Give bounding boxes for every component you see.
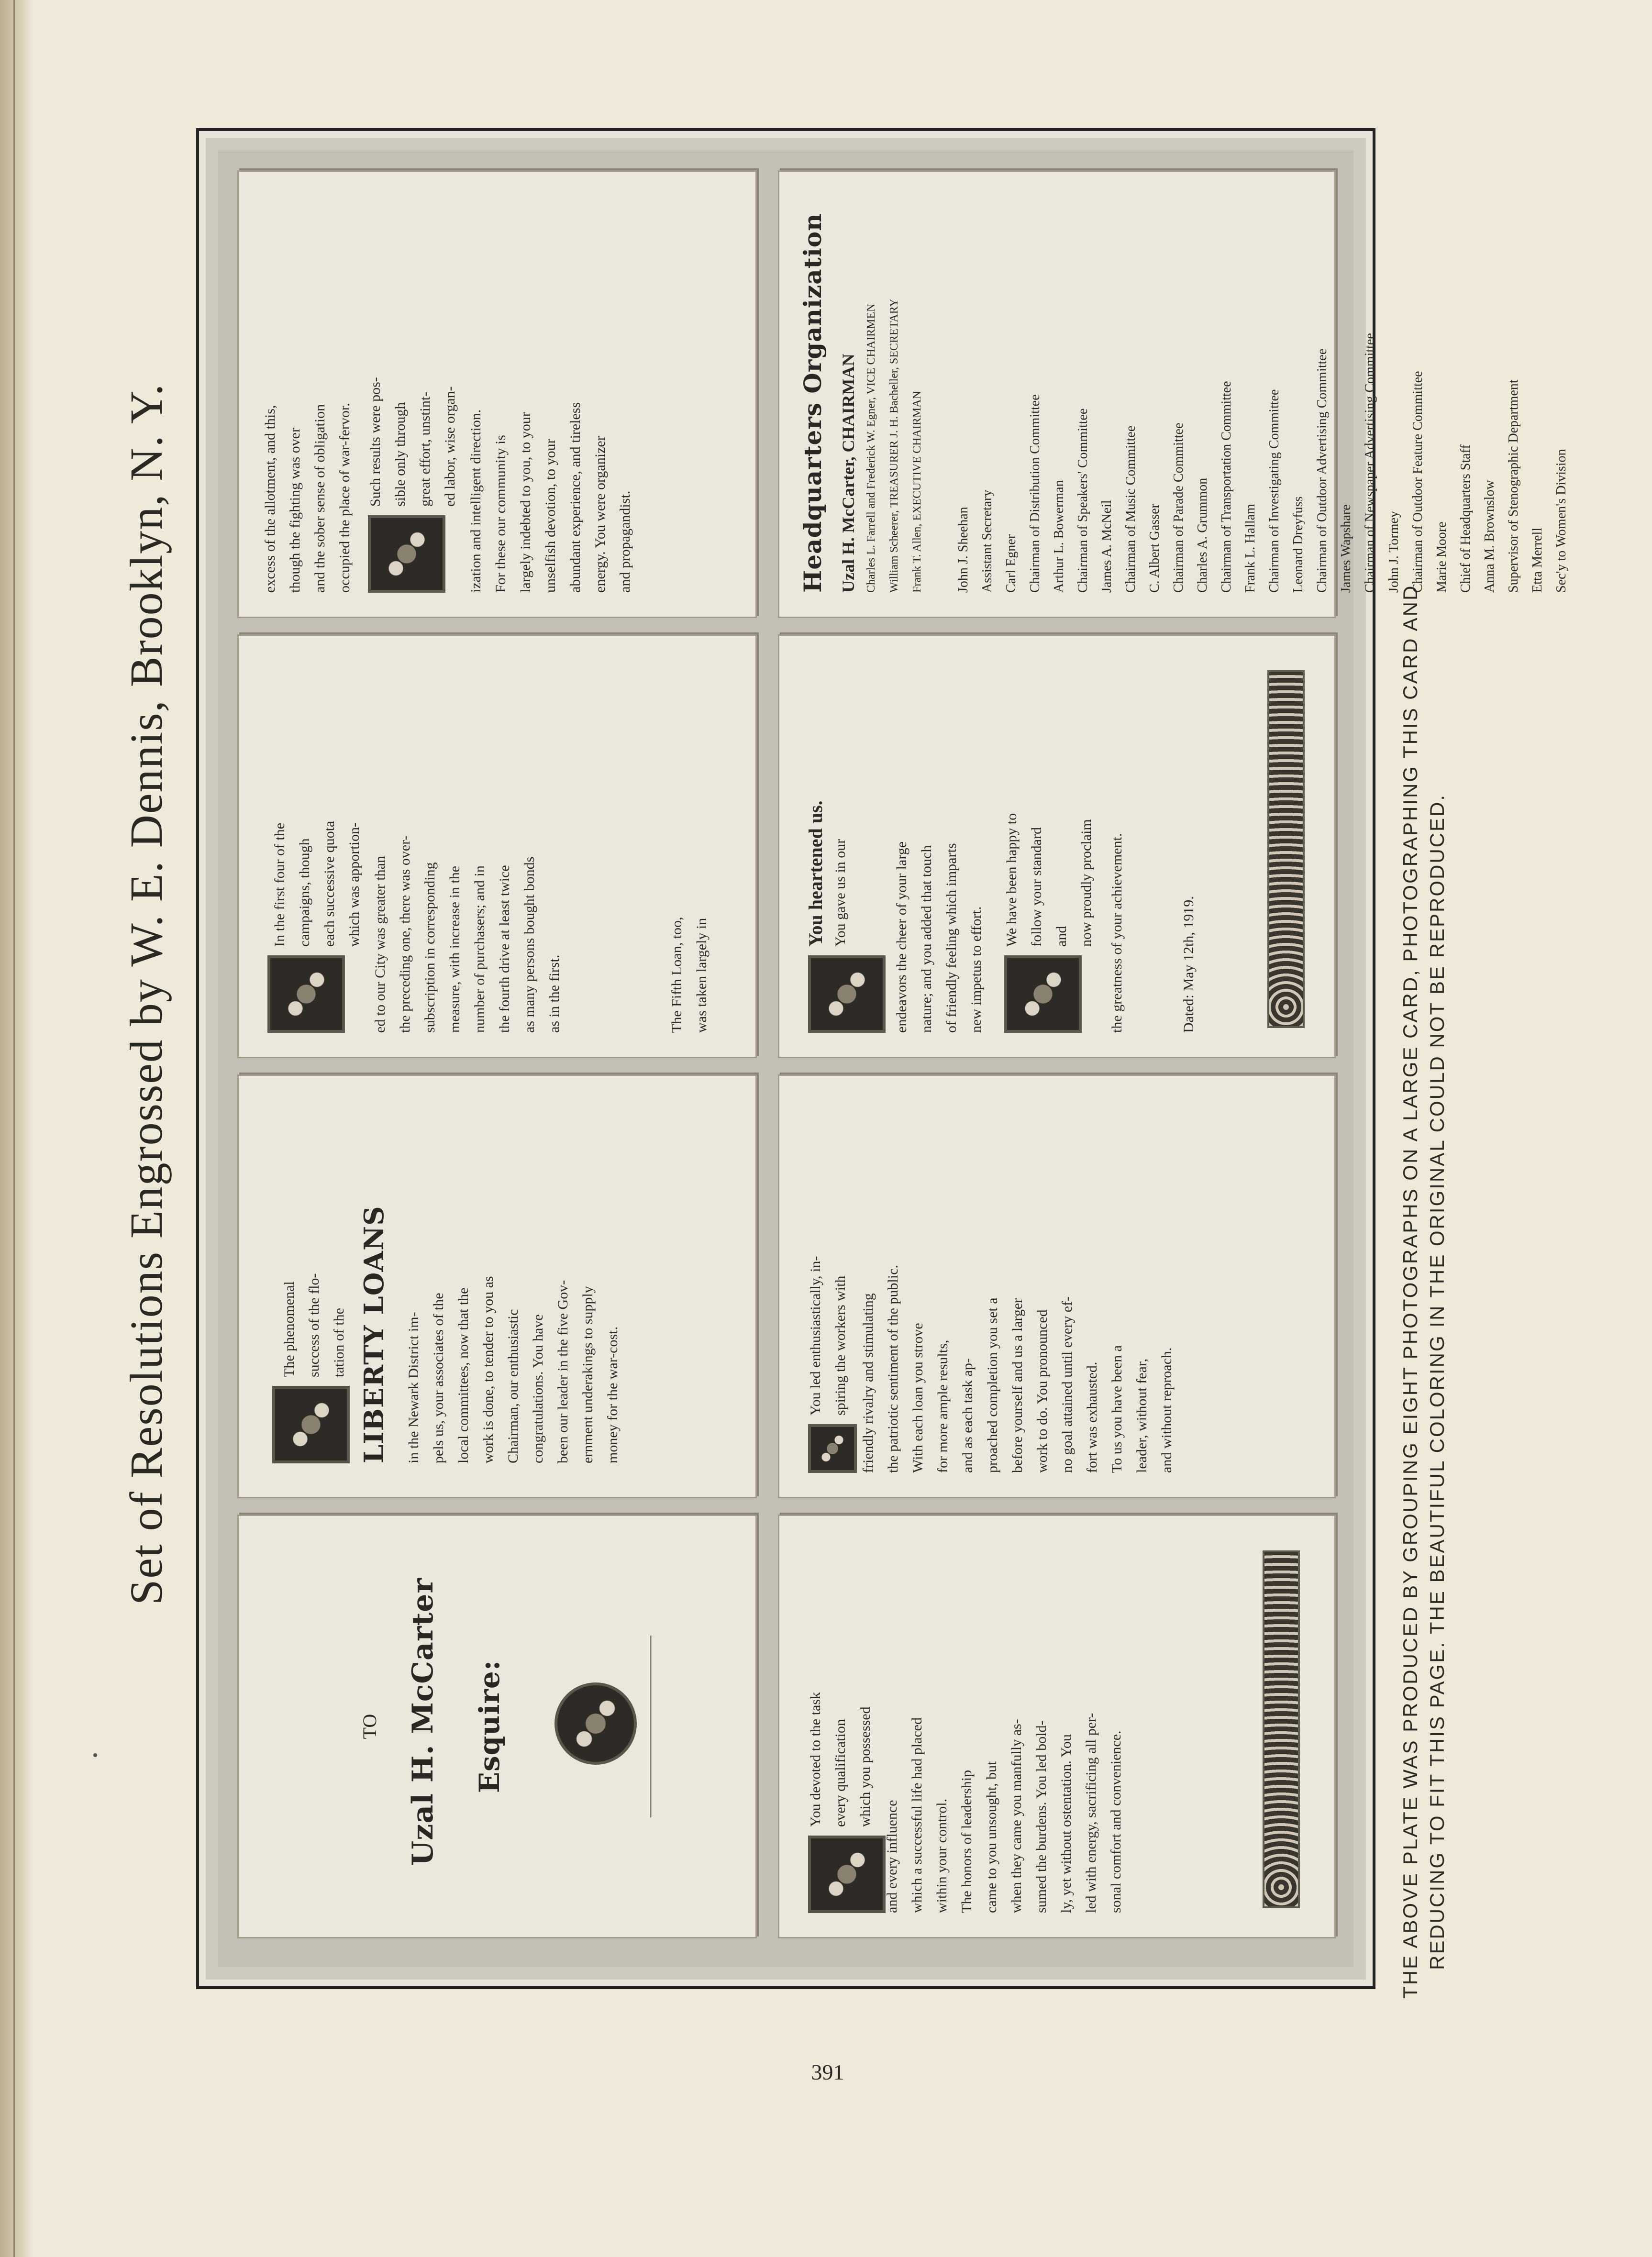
card-results [237,170,757,618]
card7-mid [999,655,1099,947]
card5-line: The honors of leadership [959,1770,975,1913]
card2-line: Chairman, our enthusiastic [505,1309,521,1463]
card5-line: within your control. [934,1798,950,1913]
card7-line: nature; and you added that touch [919,845,934,1033]
card3-line: the preceding one, there was over- [397,835,413,1033]
card6-line: before yourself and us a larger [1009,1298,1025,1473]
card2-line: congratulations. You have [530,1314,546,1463]
roster-name: Marie Moore [1434,521,1449,593]
card5-line: You devoted to the task [808,1692,823,1827]
roster-name: Arthur L. Bowerman [1052,480,1066,593]
card6-line: work to do. You pronounced [1034,1309,1050,1473]
card6-line: friendly rivalry and stimulating [860,1293,876,1473]
roster-name: Carl Egner [1004,534,1019,593]
card6-line: and without reproach. [1159,1347,1175,1473]
card7-body [889,655,989,1033]
card5-line: came to you unsought, but [984,1761,999,1913]
card1-emblem [554,1682,637,1765]
card6-line: You led enthusiastically, in- [808,1256,823,1416]
caption-line-2: REDUCING TO FIT THIS PAGE. THE BEAUTIFUL COLORING IN THE ORIGINAL COULD NOT BE REPRODUCED. [1426,793,1448,1970]
card6-line: leader, without fear, [1134,1358,1150,1473]
card5-intro [803,1535,878,1827]
caption-line-1: THE ABOVE PLATE WAS PRODUCED BY GROUPING EIGHT PHOTOGRAPHS ON A LARGE CARD, PHOTOGRAPHING THIS CARD AND [1399,584,1421,1999]
card2-line: tation of the [331,1308,347,1377]
roster-row [1526,186,1574,593]
card8-officers [837,186,929,593]
card6-line: spiring the workers with [832,1275,848,1416]
card4-body [464,191,638,593]
card3-line: campaigns, though [297,838,312,947]
card7-line: endeavors the cheer of your large [894,841,909,1033]
page-number: 391 [811,2060,844,2084]
card7-initial-Y [808,955,886,1033]
roster-name: John J. Sheehan [956,507,971,593]
roster-role: Chairman of Outdoor Advertising Committee [1315,348,1330,593]
roster-name: Frank L. Hallam [1243,504,1258,593]
card7-line: follow your standard [1029,827,1044,947]
card8-secretary: Frank T. Allen, EXECUTIVE CHAIRMAN [911,391,923,593]
roster-row [1143,186,1191,593]
card3-line: the fourth drive at least twice [497,865,512,1033]
card7-line: and [1053,926,1069,947]
card4-line: For these our community is [493,435,509,593]
roster-role: Chairman of Newspaper Advertising Committee [1363,333,1377,593]
card1-suffix: Esquire: [473,1660,506,1793]
card-heartened [778,634,1336,1058]
card2-line: money for the war-cost. [605,1327,621,1463]
roster-row [952,186,999,593]
roster-role: Chairman of Speakers' Committee [1075,408,1090,593]
roster-row [1191,186,1239,593]
card2-line: in the Newark District im- [406,1312,421,1463]
card-to-recipient [237,1515,757,1938]
card6-line: With each loan you strove [910,1323,926,1473]
card-campaigns [237,634,757,1058]
card7-line: new impetus to effort. [968,906,984,1033]
roster-name: Etta Merrell [1530,527,1545,593]
card6-line: To us you have been a [1109,1345,1125,1473]
roster-row [1239,186,1286,593]
card5-line: led with energy, sacrificing all per- [1083,1713,1099,1913]
card4-mid [363,191,463,507]
card4-line: excess of the allotment, and this, [262,405,278,593]
roster-name: Charles A. Grummon [1195,477,1210,593]
roster-name: James A. McNeil [1099,500,1114,593]
roster-name: James Wapshare [1339,504,1353,593]
card7-dated: Dated: May 12th, 1919. [1181,896,1197,1033]
card-headquarters [778,170,1569,618]
card5-line: and every influence [884,1800,900,1913]
card2-line: been our leader in the five Gov- [555,1280,571,1463]
card3-line: each successive quota [322,820,337,947]
card2-line: local committees, now that the [455,1287,471,1463]
roster-role: Chairman of Investigating Committee [1267,389,1282,593]
card3-intro [267,655,367,947]
card6-line: the patriotic sentiment of the public. [885,1265,901,1473]
card3-line: was taken largely in [694,918,710,1033]
card7-line: We have been happy to [1004,813,1020,947]
card3-line: which was apportion- [346,822,362,947]
roster-row [999,186,1047,593]
card3-line: The Fifth Loan, too, [669,917,685,1033]
card6-line: no goal attained until every ef- [1059,1296,1075,1473]
card1-name: Uzal H. McCarter [406,1577,440,1866]
roster-role: Chairman of Music Committee [1123,425,1138,593]
card6-line: proached completion you set a [985,1297,1000,1473]
card3-outro [665,655,714,1033]
roster-role: Chairman of Transportation Committee [1219,381,1234,593]
roster-name: Leonard Dreyfuss [1291,496,1306,593]
card2-heading: LIBERTY LOANS [358,1206,390,1463]
page-title: Set of Resolutions Engrossed by W. E. Dennis, Brooklyn, N. Y. [121,383,172,1605]
card7-line: You heartened us. [805,800,826,947]
card6-line: and as each task ap- [960,1358,976,1473]
card5-line: sumed the burdens. You led bold- [1033,1720,1049,1913]
card8-heading: Headquarters Organization [798,213,827,593]
card5-body [880,1535,1129,1913]
card2-line: ernment underakings to supply [580,1286,596,1463]
roster-role: Chairman of Parade Committee [1171,422,1186,593]
card5-line: ly, yet without ostentation. You [1058,1734,1074,1913]
roster-role: Sec'y to Women's Division [1554,449,1569,593]
card4-line: and the sober sense of obligation [312,404,328,593]
card3-line: In the first four of the [272,822,288,947]
card1-flourish [650,1636,671,1817]
card5-line: sonal comfort and convenience. [1108,1730,1124,1913]
card8-vice: Charles L. Farrell and Frederick W. Egner, VICE CHAIRMEN [865,303,877,593]
card7-line: now proudly proclaim [1078,819,1094,947]
card-enthusiastic [778,1074,1336,1498]
roster-name: C. Albert Gasser [1147,504,1162,593]
card4-line: great effort, unstint- [417,391,433,507]
roster-row [1478,186,1526,593]
card6-initial-Y [808,1424,857,1473]
card4-line: sible only through [392,402,408,507]
card3-line: ed to our City was greater than [372,856,388,1033]
card5-line: which a successful life had placed [909,1717,925,1913]
card-devoted [778,1515,1336,1938]
card7-intro [803,655,853,947]
card4-initial-S [368,515,445,593]
card2-line: pels us, your associates of the [431,1293,446,1463]
roster-role: Assistant Secretary [980,489,995,593]
card5-line: when they came you manfully as- [1009,1719,1024,1913]
card2-body [401,1100,625,1463]
card4-line: and propagandist. [617,490,633,593]
card3-body [368,655,567,1033]
plate-caption [1397,143,1451,1999]
card3-initial-I [267,955,345,1033]
card4-line: though the fighting was over [287,428,303,593]
margin-speck [93,1753,97,1757]
card4-line: Such results were pos- [367,377,383,507]
roster-role: Chief of Headquarters Staff [1458,444,1473,593]
card2-intro [277,1105,352,1377]
card4-line: unselfish devotion, to your [543,439,558,593]
card3-line: as many persons bought bonds [521,856,537,1033]
roster-row [1286,186,1334,593]
roster-row [1095,186,1143,593]
card7-line: the greatness of your achievement. [1109,833,1125,1033]
card6-body [856,1095,1179,1473]
card4-intro [258,191,357,593]
card5-line: every qualification [832,1719,848,1827]
card4-line: energy. You were organizer [592,436,608,593]
card2-line: success of the flo- [306,1273,322,1377]
card3-line: measure, with increase in the [447,865,463,1033]
card7-line: of friendly feeling which imparts [943,843,959,1033]
card5-initial-Y [808,1836,886,1913]
card2-initial-T [272,1386,350,1463]
card6-intro [803,1095,853,1416]
roster-name: John J. Tormey [1386,511,1401,593]
card8-roster [952,186,1574,593]
roster-row [1047,186,1095,593]
card1-to: TO [359,1714,380,1739]
card6-line: fort was exhausted. [1084,1361,1100,1473]
card5-line: which you possessed [857,1706,873,1827]
card4-line: largely indebted to you, to your [518,412,533,593]
card6-line: for more ample results, [935,1339,951,1473]
card4-line: ed labor, wise organ- [442,386,458,507]
roster-row [1334,186,1382,593]
card4-line: occupied the place of war-fervor. [337,403,353,593]
card7-end [1105,655,1130,1033]
roster-role: Chairman of Outdoor Feature Committee [1410,371,1425,593]
card4-line: abundant experience, and tireless [567,402,583,593]
card2-line: work is done, to tender to you as [480,1276,496,1463]
card4-line: ization and intelligent direction. [468,409,484,593]
card8-chairman: Uzal H. McCarter, CHAIRMAN [839,354,858,593]
card5-ornament-bar [1263,1550,1300,1908]
card7-ornament-bar [1267,670,1305,1028]
card2-line: The phenomenal [281,1281,297,1377]
card7-line: You gave us in our [832,839,848,947]
card8-officers-line: William Scheerer, TREASURER J. H. Bacheller, SECRETARY [888,299,900,593]
roster-name: Anna M. Brownslow [1482,480,1497,593]
card3-line: as in the first. [546,954,562,1033]
roster-role: Supervisor of Stenographic Department [1506,379,1521,593]
card3-line: subscription in corresponding [422,862,438,1033]
card3-line: number of purchasers; and in [472,865,488,1033]
roster-role: Chairman of Distribution Committee [1028,394,1042,593]
card7-initial-W [1004,955,1082,1033]
card-liberty-loans [237,1074,757,1498]
